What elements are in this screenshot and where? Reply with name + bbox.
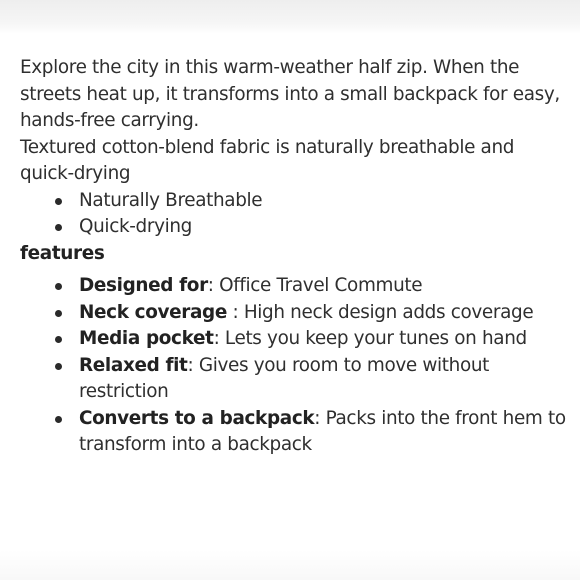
feature-item-relaxed-fit xyxy=(79,353,568,406)
fabric-paragraph: Textured cotton-blend fabric is naturally breathable and quick-drying xyxy=(20,136,515,184)
feature-item-converts-to-backpack xyxy=(79,406,568,459)
feature-label: Neck coverage xyxy=(79,301,227,323)
fabric-bullet-list xyxy=(20,188,568,241)
feature-text: High neck design adds coverage xyxy=(243,301,534,323)
feature-separator: : xyxy=(207,275,220,296)
list-item: Naturally Breathable xyxy=(79,188,568,215)
features-heading: features xyxy=(20,242,105,264)
feature-text: Packs into the front hem to transform into a backpack xyxy=(79,407,566,455)
feature-text: Gives you room to move without restriction xyxy=(79,354,490,402)
top-shadow-band xyxy=(0,0,580,34)
feature-separator: : xyxy=(226,301,244,323)
feature-label: Converts to a backpack xyxy=(79,407,315,429)
feature-label: Media pocket xyxy=(79,328,214,349)
features-list xyxy=(20,273,568,459)
feature-item-designed-for xyxy=(79,273,568,300)
feature-separator: : xyxy=(314,407,326,429)
feature-item-neck-coverage xyxy=(79,300,568,327)
product-description xyxy=(20,55,568,459)
intro-paragraph: Explore the city in this warm-weather half zip. When the streets heat up, it transforms into a small backpack for easy, hands-free carrying. xyxy=(20,57,560,131)
feature-text: Lets you keep your tunes on hand xyxy=(224,328,527,349)
feature-label: Relaxed fit xyxy=(79,354,188,376)
feature-item-media-pocket xyxy=(79,326,568,353)
bottom-shadow-band xyxy=(0,550,580,580)
feature-separator: : xyxy=(213,328,225,349)
feature-text: Office Travel Commute xyxy=(219,275,423,296)
feature-label: Designed for xyxy=(79,275,208,296)
feature-separator: : xyxy=(187,354,199,376)
list-item: Quick-drying xyxy=(79,214,568,241)
